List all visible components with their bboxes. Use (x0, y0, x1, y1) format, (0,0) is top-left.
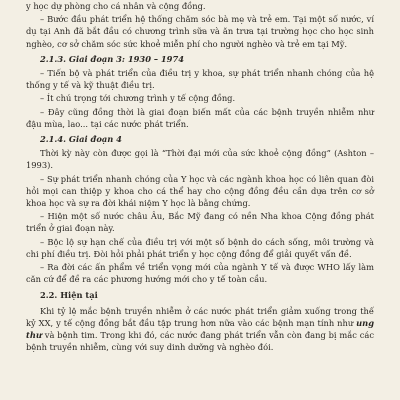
emphasis-ung-thu: ung thư (26, 317, 374, 341)
paragraph: – Hiện một số nước châu Âu, Bắc Mỹ đang có nền Nha khoa Cộng đồng phát triển ở giai đoạn này. (26, 211, 374, 234)
section-heading: 2.2. Hiện tại (40, 290, 98, 301)
paragraph: – Ít chú trọng tới chương trình y tế cộng đồng. (40, 93, 236, 104)
paragraph-text-after: và bệnh tim. Trong khi đó, các nước đang phát triển vẫn còn đang bị mắc các bệnh truyền nhiễm, cùng với suy dinh dưỡng và nghèo đói. (26, 330, 374, 353)
subsection-heading: 2.1.4. Giai đoạn 4 (40, 134, 122, 145)
document-body (26, 0, 374, 302)
paragraph-hien-tai (26, 305, 374, 354)
paragraph-text-before: Khi tỷ lệ mắc bệnh truyền nhiễm ở các nước phát triển giảm xuống trong thế kỷ XX, y tế cộng đồng bắt đầu tập trung hơn nữa vào các bệnh mạn tính như (26, 305, 374, 328)
paragraph: – Sự phát triển nhanh chóng của Y học và các ngành khoa học có liên quan đòi hỏi mọi can thiệp y khoa cho cá thể hay cho cộng đồng đều cần dựa trên cơ sở khoa học và sự ra đời khái niệm Y học là bằng chứng. (26, 173, 374, 209)
paragraph: – Bộc lộ sự hạn chế của điều trị với một số bệnh do cách sống, môi trường và chi phí điều trị. Đòi hỏi phải phát triển y học cộng đồng để giải quyết vấn đề. (26, 236, 374, 259)
paragraph-continued: y học dự phòng cho cá nhân và cộng đồng. (26, 1, 206, 11)
paragraph: – Ra đời các ấn phẩm về triển vọng mới của ngành Y tế và được WHO lấy làm căn cứ để đề ra các phương hướng mới cho y tế toàn cầu. (26, 262, 374, 285)
paragraph: – Tiến bộ và phát triển của điều trị y khoa, sự phát triển nhanh chóng của hệ thống y tế và kỹ thuật điều trị. (26, 68, 374, 91)
paragraph: – Bước đầu phát triển hệ thống chăm sóc bà mẹ và trẻ em. Tại một số nước, ví dụ tại Anh đã bắt đầu có chương trình sữa và ăn trưa tại trường học cho học sinh nghèo, cơ sở chăm sóc sức khoẻ miễn phí cho người nghèo và trẻ em tại Mỹ. (26, 14, 374, 49)
subsection-heading: 2.1.3. Giai đoạn 3: 1930 – 1974 (40, 53, 184, 64)
paragraph: Thời kỳ này còn được gọi là “Thời đại mới của sức khoẻ cộng đồng” (Ashton – 1993). (26, 148, 374, 171)
paragraph: – Đây cũng đồng thời là giai đoạn biến mất của các bệnh truyền nhiễm như đậu mùa, lao... tại các nước phát triển. (26, 106, 374, 129)
